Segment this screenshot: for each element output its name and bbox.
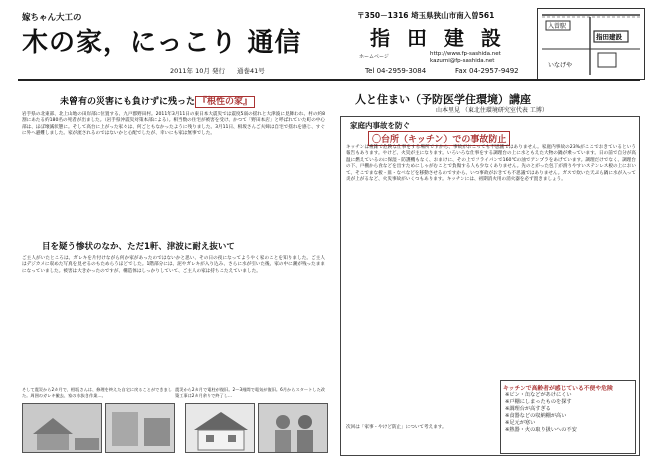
photo-note-left: そして震災から2カ月で、相坂さんは、修理を終えた自宅に戻ることができました。周囲のガレキ撤去、家の水抜き作業…。 (22, 387, 172, 398)
checklist (505, 392, 633, 434)
interior-image (106, 404, 175, 453)
next-issue-note: 次回は「家事・やけど防止」について考えます。 (346, 425, 447, 430)
house-photo-3 (185, 403, 255, 453)
lead-heading (60, 94, 255, 107)
house-photo-1 (22, 403, 102, 453)
homepage-label: ホームページ (359, 54, 389, 60)
map-label-store: いなげや (548, 62, 573, 69)
issue-number: 通巻41号 (237, 67, 265, 75)
checklist-item: ※食器などの収納棚が高い (505, 413, 567, 419)
photo-note-right: 震災から2カ月で電柱が復旧。2～3週間で電気が復旧。6月からスタートした改築工事は2カ月余りで終了し… (175, 387, 325, 398)
couple-image (259, 404, 328, 453)
map-drawing (538, 9, 644, 79)
homepage-url[interactable]: http://www.fp-sashida.net (430, 51, 501, 57)
lead-heading-highlight: 『根性の家』 (195, 96, 255, 108)
lead-heading-text: 未曾有の災害にも負けずに残った (60, 97, 196, 107)
checklist-item: ※調理台が高すぎる (505, 406, 551, 412)
checklist-item: ※戸棚にしまったものを探す (505, 399, 572, 405)
rebuilt-house-image (186, 404, 255, 453)
checklist-item: ※熱器・火の取り扱いへの不安 (505, 427, 577, 433)
article-heading: 家庭内事故を防ぐ (350, 121, 410, 130)
location-map (537, 8, 645, 80)
checklist-title: キッチンで高齢者が感じている不便や危険 (503, 386, 613, 392)
house-photo-4 (258, 403, 328, 453)
article-title: 〇台所（キッチン）での事故防止 (368, 131, 510, 146)
header-divider (18, 79, 640, 81)
lead-article-body: 岩手県の北東部、北上山地の田岸部に位置する、九戸郡野田村。2011年3月11日の東日本大震災では震度5弱の揺れと大津波に見舞われ、村の約8割にあたる約180名の死者が出ました。（岩手県沖震災対策本部による）。相当数の住宅が被害を受け、かつて「野田本店」と呼ばれていた町の中心部は、ほぼ壊滅状態に。そして高台に上がった家々は、何ごともなかったように残りました。3月11日、相坂さんご夫婦は自宅で揺れを感じ、すぐに外へ避難しました。家が流されるのではないかと心配でしたが、幸いにも家は無事でした。 (22, 112, 325, 137)
lower-article-body: ご主人がいたところは、ガレキを片付けながら何か家があったのではないかと思い、その日の夜になってようやく家のことを知りました。ご主人はデジカメに収めた写真を見せるのもためらうほどでした。1階部分には、泥やガレキが入り込み、さらに水が引いた後、家の中に潮が残ったままになっていました。被害は大きかったのですが、構造体はしっかりしていて、ご主人の家は持ちこたえていました。 (22, 256, 325, 274)
lecture-title: 人と住まい（予防医学住環境）講座 (355, 93, 531, 106)
fax: Fax 04-2957-9492 (455, 67, 519, 75)
telephone: Tel 04-2959-3084 (365, 67, 427, 75)
email-address[interactable]: kazumi@fp-sashida.net (430, 58, 495, 64)
header-catchphrase: 嫁ちゃん大工の (22, 13, 82, 23)
company-address: 〒350－1316 埼玉県狭山市南入曽561 (357, 11, 495, 20)
subheading: 目を疑う惨状のなか、ただ1軒、津波に耐え抜いて (42, 242, 235, 252)
map-label-station: 入曽駅 (548, 23, 567, 30)
issue-date: 2011年 10月 発行 (170, 67, 225, 75)
checklist-item: ※ビン・缶などがあけにくい (505, 392, 572, 398)
article-body: キッチンは複雑で危険な仕事をする場所ですから、事故がおこっても不思議ではありません。家庭内事故の23%がここでおきているという報告もあります。やけど、火災が主になります。いろいろな仕事をする調理台の上に水ともえた大物の鍋が乗っています。日の前で自分が高温に燃えているのに保湿・防護機もなく、おまけに、その上でフライパンで160℃の油でアンプラをあげています。調理だけでなく、調理台の下、戸棚から食などを出すためにしゃがむことで負傷する人も少なくありません。先のとがった包丁が滑りやすいステンレス板の上において、そこでまな板・皿・なべなどを移動させるのですから、いつ事故がおきても不思議ではありません。ガスで炊いた天ぷら鍋に水が入って炎が上がるなど、火災事故がいくつもあります。キッチンには、初期消火用の消火器を必ず置きましょう。 (346, 145, 636, 183)
house-photo-2 (105, 403, 175, 453)
newsletter-title: 木の家，にっこり 通信 (22, 28, 302, 58)
checklist-item: ※足元が寒い (505, 420, 536, 426)
company-name: 指 田 建 設 (370, 26, 506, 50)
map-label-company: 指田建設 (596, 33, 622, 41)
lecture-author: 山本里見 （東北住環境研究室代表 工博） (436, 107, 548, 114)
house-damage-image (23, 404, 102, 453)
